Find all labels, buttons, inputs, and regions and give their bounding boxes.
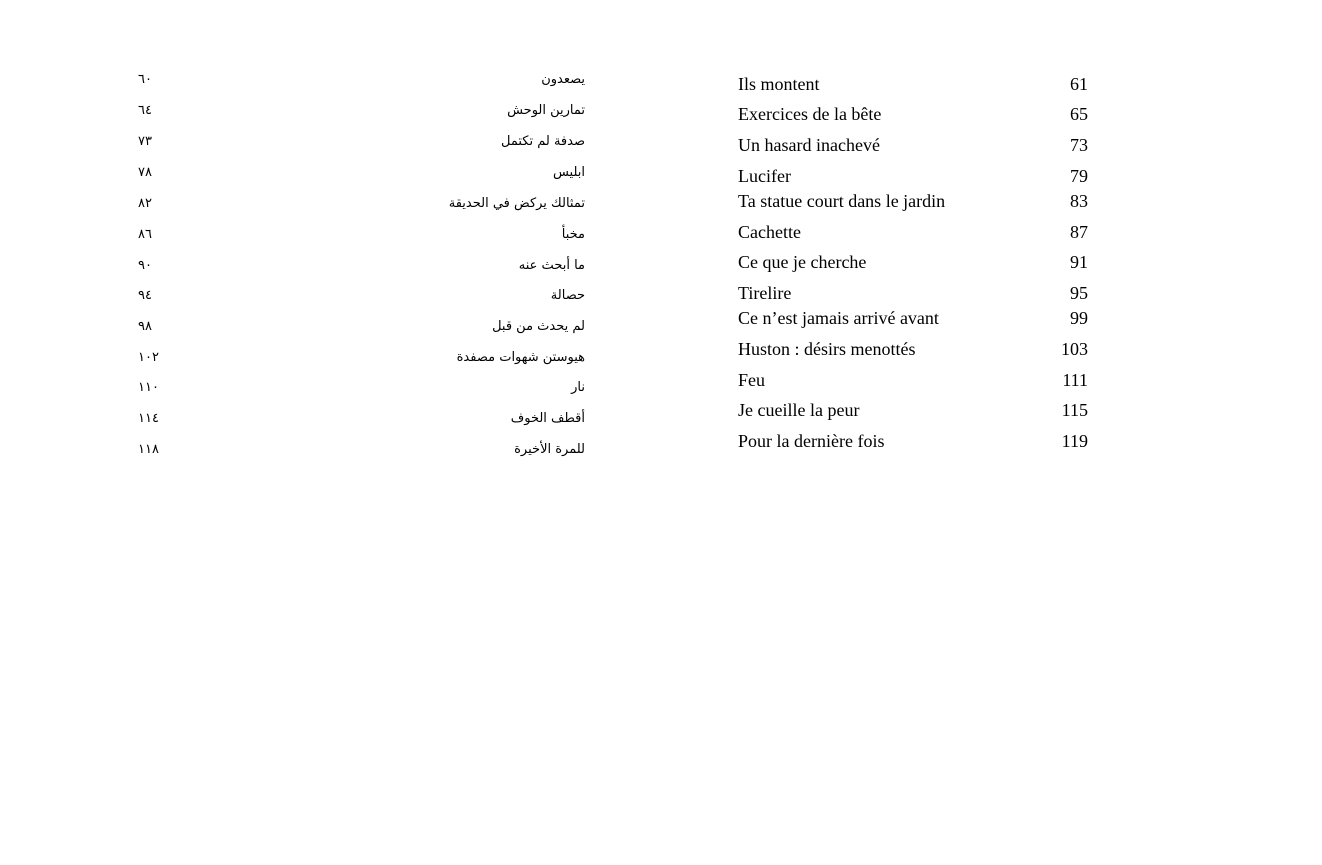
french-entry-page-number: 79	[1070, 166, 1088, 186]
arabic-entry-title: مخبأ	[561, 227, 585, 242]
french-entry-page-number: 87	[1070, 222, 1088, 242]
french-entry-page-number: 115	[1061, 400, 1088, 420]
french-entry-title: Feu	[738, 370, 765, 390]
arabic-entry-page-number: ٩٨	[138, 319, 152, 334]
arabic-entry-page-number: ١١٨	[138, 442, 159, 457]
french-entry-title: Lucifer	[738, 166, 791, 186]
arabic-entry-page-number: ٨٦	[138, 227, 152, 242]
arabic-entry-page-number: ٨٢	[138, 196, 152, 211]
arabic-entry-page-number: ٦٠	[138, 72, 152, 87]
french-entry-page-number: 73	[1070, 135, 1088, 155]
french-entry-page-number: 91	[1070, 252, 1088, 272]
arabic-entry-page-number: ٧٣	[138, 134, 152, 149]
french-entry-title: Pour la dernière fois	[738, 431, 885, 451]
french-entry-page-number: 83	[1070, 191, 1088, 211]
french-entry-title: Huston : désirs menottés	[738, 339, 916, 359]
french-entry-page-number: 111	[1062, 370, 1088, 390]
arabic-entry-page-number: ١٠٢	[138, 350, 159, 365]
french-entry-page-number: 95	[1070, 283, 1088, 303]
french-entry-page-number: 103	[1061, 339, 1088, 359]
french-entry-title: Cachette	[738, 222, 801, 242]
arabic-entry-title: تمارين الوحش	[507, 103, 585, 118]
arabic-entry-title: تمثالك يركض في الحديقة	[448, 196, 585, 211]
arabic-entry-page-number: ٩٠	[138, 258, 152, 273]
french-entry-page-number: 99	[1070, 308, 1088, 328]
arabic-entry-title: حصالة	[550, 288, 585, 303]
arabic-entry-title: للمرة الأخيرة	[514, 442, 585, 457]
french-entry-page-number: 119	[1061, 431, 1088, 451]
arabic-entry-page-number: ١١٠	[138, 380, 159, 395]
arabic-entry-title: أقطف الخوف	[510, 411, 585, 426]
french-entry-title: Ta statue court dans le jardin	[738, 191, 946, 211]
arabic-entry-title: ابليس	[552, 165, 585, 180]
french-entry-title: Un hasard inachevé	[738, 135, 880, 155]
arabic-entry-title: هيوستن شهوات مصفدة	[456, 350, 585, 365]
arabic-entry-title: لم يحدث من قبل	[492, 319, 585, 334]
french-entry-title: Tirelire	[738, 283, 792, 303]
french-entry-title: Exercices de la bête	[738, 104, 882, 124]
french-entry-page-number: 65	[1070, 104, 1088, 124]
french-entry-title: Ce n’est jamais arrivé avant	[738, 308, 939, 328]
french-entry-title: Je cueille la peur	[738, 400, 860, 420]
arabic-entry-title: ما أبحث عنه	[518, 258, 585, 273]
arabic-entry-title: نار	[571, 380, 585, 395]
arabic-entry-page-number: ٩٤	[138, 288, 152, 303]
arabic-entry-page-number: ٧٨	[138, 165, 152, 180]
french-entry-title: Ce que je cherche	[738, 252, 867, 272]
arabic-entry-page-number: ٦٤	[138, 103, 152, 118]
french-entry-page-number: 61	[1070, 74, 1088, 94]
french-entry-title: Ils montent	[738, 74, 820, 94]
arabic-entry-title: صدفة لم تكتمل	[500, 134, 585, 149]
arabic-entry-title: يصعدون	[541, 72, 585, 87]
arabic-entry-page-number: ١١٤	[138, 411, 159, 426]
